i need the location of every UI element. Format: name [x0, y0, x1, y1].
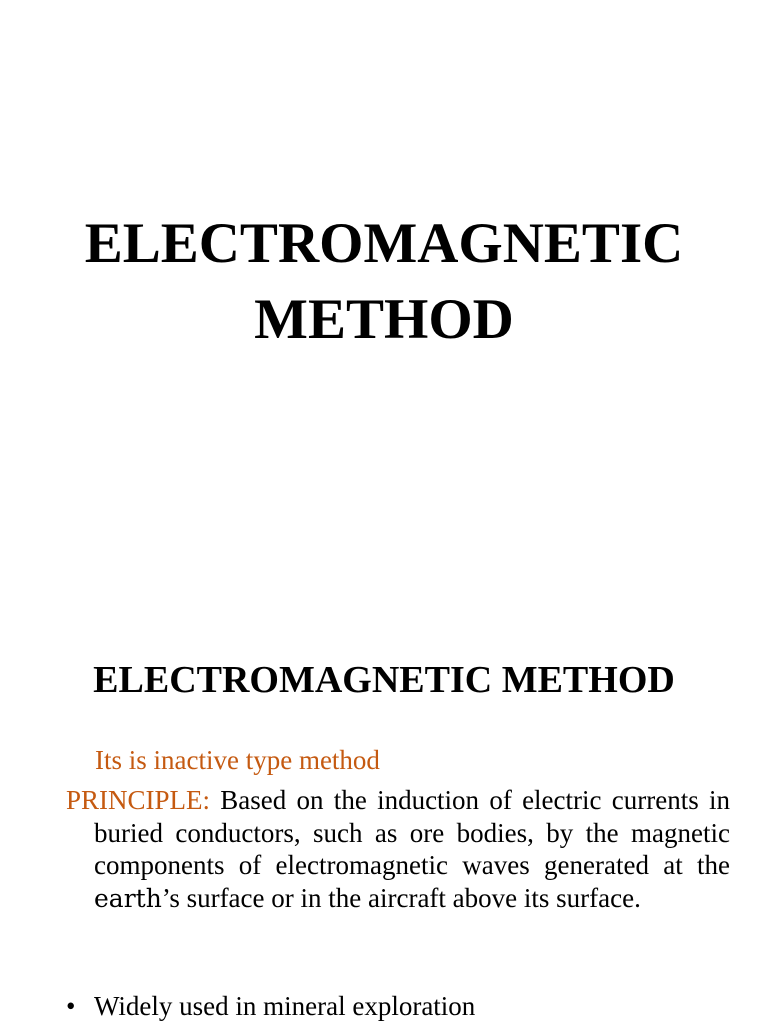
principle-text-part-1: Based on the induction of electric currents in buried conductors, such as ore bodies, by the magnetic components of electromagnetic waves generated at the: [94, 785, 730, 880]
main-title-line-1: ELECTROMAGNETIC: [84, 212, 684, 275]
main-title-line-2: METHOD: [254, 288, 514, 351]
earth-word: earth: [94, 883, 162, 913]
principle-label: PRINCIPLE:: [66, 785, 211, 815]
principle-text-part-2: ’s surface or in the aircraft above its surface.: [161, 882, 641, 913]
content-slide: [0, 608, 768, 1024]
bullet-icon: •: [66, 991, 76, 1021]
method-type-note: Its is inactive type method: [95, 745, 380, 775]
principle-paragraph: [66, 784, 730, 915]
main-title: [0, 206, 768, 358]
bullet-item: [66, 989, 475, 1023]
bullet-text: Widely used in mineral exploration: [94, 991, 476, 1021]
slide-heading: ELECTROMAGNETIC METHOD: [93, 659, 675, 701]
